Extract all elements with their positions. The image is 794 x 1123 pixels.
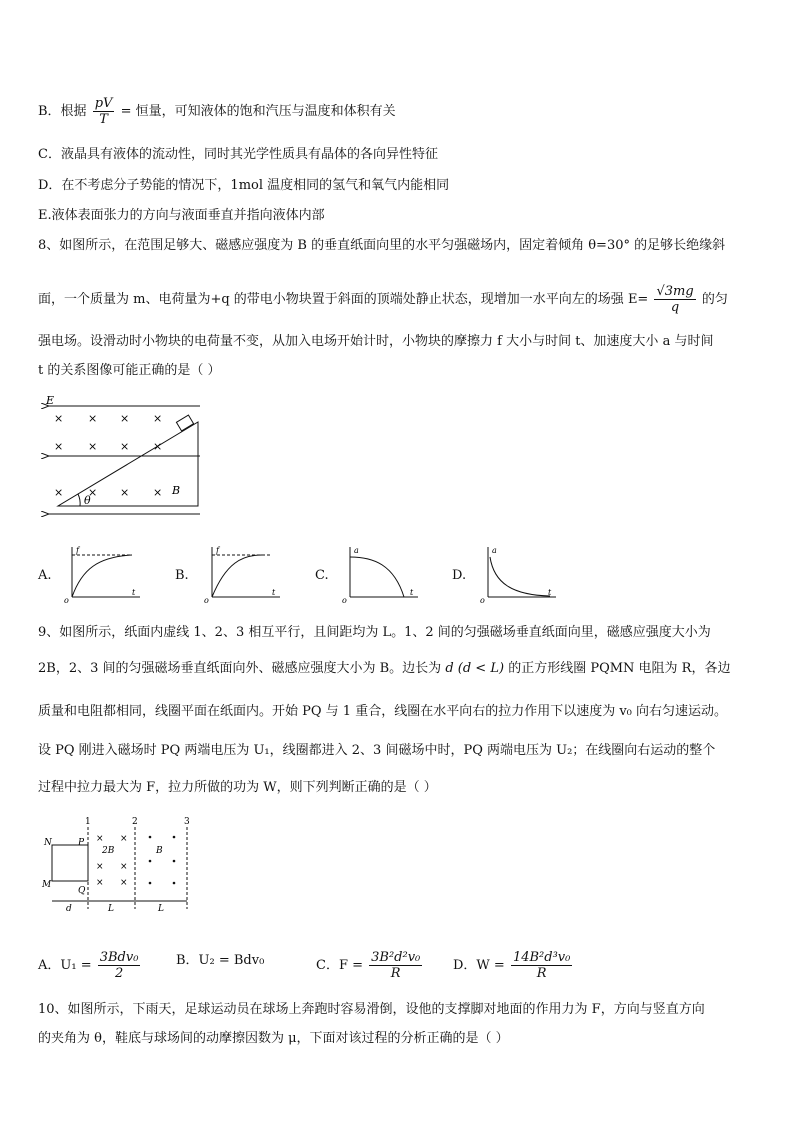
svg-text:t: t — [548, 588, 552, 597]
q9-line2-suffix: 的正方形线圈 PQMN 电阻为 R，各边 — [508, 661, 731, 676]
q7-option-b-suffix: = 恒量，可知液体的饱和汽压与温度和体积有关 — [120, 104, 396, 119]
svg-text:×: × — [54, 486, 64, 499]
q9-stem-line2 — [38, 660, 730, 678]
q9-d-den: R — [536, 966, 547, 981]
svg-text:t: t — [272, 588, 276, 597]
q9-stem-line1: 9、如图所示，纸面内虚线 1、2、3 相互平行，且间距均为 L。1、2 间的匀强磁场垂直纸面向里，磁感应强度大小为 — [38, 625, 711, 640]
q9-option-d — [453, 950, 574, 981]
q7-frac-num: pV — [94, 96, 113, 111]
q8-frac-num: √3mg — [656, 284, 694, 299]
svg-text:f: f — [76, 546, 79, 555]
svg-text:N: N — [44, 838, 52, 848]
q8-graph-c — [340, 543, 422, 603]
q9-a-den: 2 — [114, 966, 124, 981]
q9-stem-line3: 质量和电阻都相同，线圈平面在纸面内。开始 PQ 与 1 重合，线圈在水平向右的拉力作用下以速度为 v₀ 向右匀速运动。 — [38, 704, 728, 719]
q8-stem-line3: 强电场。设滑动时小物块的电荷量不变，从加入电场开始计时，小物块的摩擦力 f 大小与时间 t、加速度大小 a 与时间 — [38, 334, 714, 349]
q9-option-a-fraction — [98, 950, 141, 981]
square-coil — [52, 845, 88, 881]
svg-text:1: 1 — [85, 817, 91, 827]
svg-text:×: × — [54, 440, 64, 453]
q10-stem-line2: 的夹角为 θ，鞋底与球场间的动摩擦因数为 μ，下面对该过程的分析正确的是（ ） — [38, 1031, 509, 1046]
q9-coil-figure — [38, 815, 198, 915]
q8-option-b-label: B. — [175, 568, 189, 583]
q9-d-num: 14B²d³v₀ — [512, 950, 571, 965]
e-label: E — [46, 394, 55, 407]
svg-text:L: L — [158, 904, 164, 914]
svg-text:2: 2 — [132, 817, 138, 827]
svg-text:×: × — [54, 412, 64, 425]
q8-stem-line4: t 的关系图像可能正确的是（ ） — [38, 363, 221, 378]
svg-text:t: t — [410, 588, 414, 597]
q9-stem-line5: 过程中拉力最大为 F，拉力所做的功为 W，则下列判断正确的是（ ） — [38, 780, 437, 795]
q9-option-a — [38, 950, 142, 981]
svg-text:M: M — [42, 880, 52, 890]
svg-text:t: t — [132, 588, 136, 597]
svg-text:×: × — [120, 412, 130, 425]
svg-text:o: o — [480, 596, 485, 603]
q8-option-a-label: A. — [38, 568, 52, 583]
q9-option-d-prefix: D．W = — [453, 958, 505, 973]
q9-option-c — [316, 950, 424, 981]
svg-text:×: × — [120, 834, 128, 844]
svg-text:×: × — [153, 486, 163, 499]
svg-text:×: × — [153, 412, 163, 425]
q7-option-e: E.液体表面张力的方向与液面垂直并指向液体内部 — [38, 208, 325, 223]
svg-text:×: × — [96, 834, 104, 844]
q9-option-d-fraction — [511, 950, 572, 981]
svg-text:×: × — [96, 862, 104, 872]
svg-text:P: P — [78, 838, 85, 848]
svg-text:3: 3 — [184, 817, 190, 827]
q9-option-a-prefix: A．U₁ = — [38, 958, 92, 973]
b-label: B — [172, 484, 181, 497]
q9-line2-math: d (d < L) — [445, 661, 505, 676]
inward-crosses — [96, 834, 128, 888]
q9-stem-line4: 设 PQ 刚进入磁场时 PQ 两端电压为 U₁，线圈都进入 2、3 间磁场中时，PQ 两端电压为 U₂；在线圈向右运动的整个 — [38, 743, 716, 758]
svg-text:a: a — [492, 546, 497, 555]
q9-option-b: B．U₂ = Bdv₀ — [176, 953, 265, 968]
q8-graph-d — [478, 543, 560, 603]
svg-text:o: o — [204, 596, 209, 603]
svg-text:×: × — [120, 862, 128, 872]
outward-dots — [149, 836, 176, 885]
svg-text:f: f — [216, 546, 219, 555]
q9-c-den: R — [390, 966, 401, 981]
svg-text:L: L — [108, 904, 114, 914]
q8-line2-suffix: 的匀 — [701, 292, 728, 307]
q8-field-fraction — [654, 284, 695, 315]
svg-text:2B: 2B — [102, 846, 115, 856]
q8-graph-a — [62, 543, 144, 603]
q8-stem-line2 — [38, 284, 728, 315]
q7-option-d: D．在不考虑分子势能的情况下，1mol 温度相同的氢气和氧气内能相同 — [38, 178, 450, 193]
theta-label: θ — [84, 494, 91, 507]
q9-a-num: 3Bdv₀ — [99, 950, 139, 965]
q10-stem-line1: 10、如图所示，下雨天，足球运动员在球场上奔跑时容易滑倒，设他的支撑脚对地面的作用力为 F，方向与竖直方向 — [38, 1002, 705, 1017]
q7-frac-den: T — [99, 112, 108, 127]
svg-text:×: × — [96, 878, 104, 888]
q9-option-c-fraction — [369, 950, 422, 981]
q7-option-b — [38, 96, 396, 127]
q8-frac-den: q — [670, 300, 680, 315]
q9-c-num: 3B²d²v₀ — [371, 950, 421, 965]
svg-text:×: × — [120, 486, 130, 499]
svg-text:Q: Q — [78, 886, 86, 896]
q8-incline-figure — [40, 394, 210, 522]
svg-text:×: × — [153, 440, 163, 453]
q8-line2-prefix: 面，一个质量为 m、电荷量为+q 的带电小物块置于斜面的顶端处静止状态，现增加一水平向左的场强 E= — [38, 292, 649, 307]
q8-option-c-label: C. — [315, 568, 329, 583]
svg-text:o: o — [64, 596, 69, 603]
svg-text:×: × — [88, 440, 98, 453]
svg-text:d: d — [66, 904, 72, 914]
q8-option-d-label: D. — [452, 568, 467, 583]
svg-text:×: × — [88, 486, 98, 499]
q8-stem-line1: 8、如图所示，在范围足够大、磁感应强度为 B 的垂直纸面向里的水平匀强磁场内，固定着倾角 θ=30° 的足够长绝缘斜 — [38, 238, 726, 253]
block — [176, 415, 193, 431]
angle-arc — [78, 494, 80, 506]
q9-line2-prefix: 2B，2、3 间的匀强磁场垂直纸面向外、磁感应强度大小为 B。边长为 — [38, 661, 442, 676]
svg-text:o: o — [342, 596, 347, 603]
svg-text:×: × — [88, 412, 98, 425]
q7-option-c: C．液晶具有液体的流动性，同时其光学性质具有晶体的各向异性特征 — [38, 147, 438, 162]
q7-option-b-prefix: B．根据 — [38, 104, 87, 119]
q9-option-c-prefix: C．F = — [316, 958, 363, 973]
svg-text:a: a — [354, 546, 359, 555]
svg-text:B: B — [156, 846, 163, 856]
q8-graph-b — [202, 543, 284, 603]
svg-text:×: × — [120, 878, 128, 888]
svg-text:×: × — [120, 440, 130, 453]
q7-option-b-fraction — [93, 96, 115, 127]
